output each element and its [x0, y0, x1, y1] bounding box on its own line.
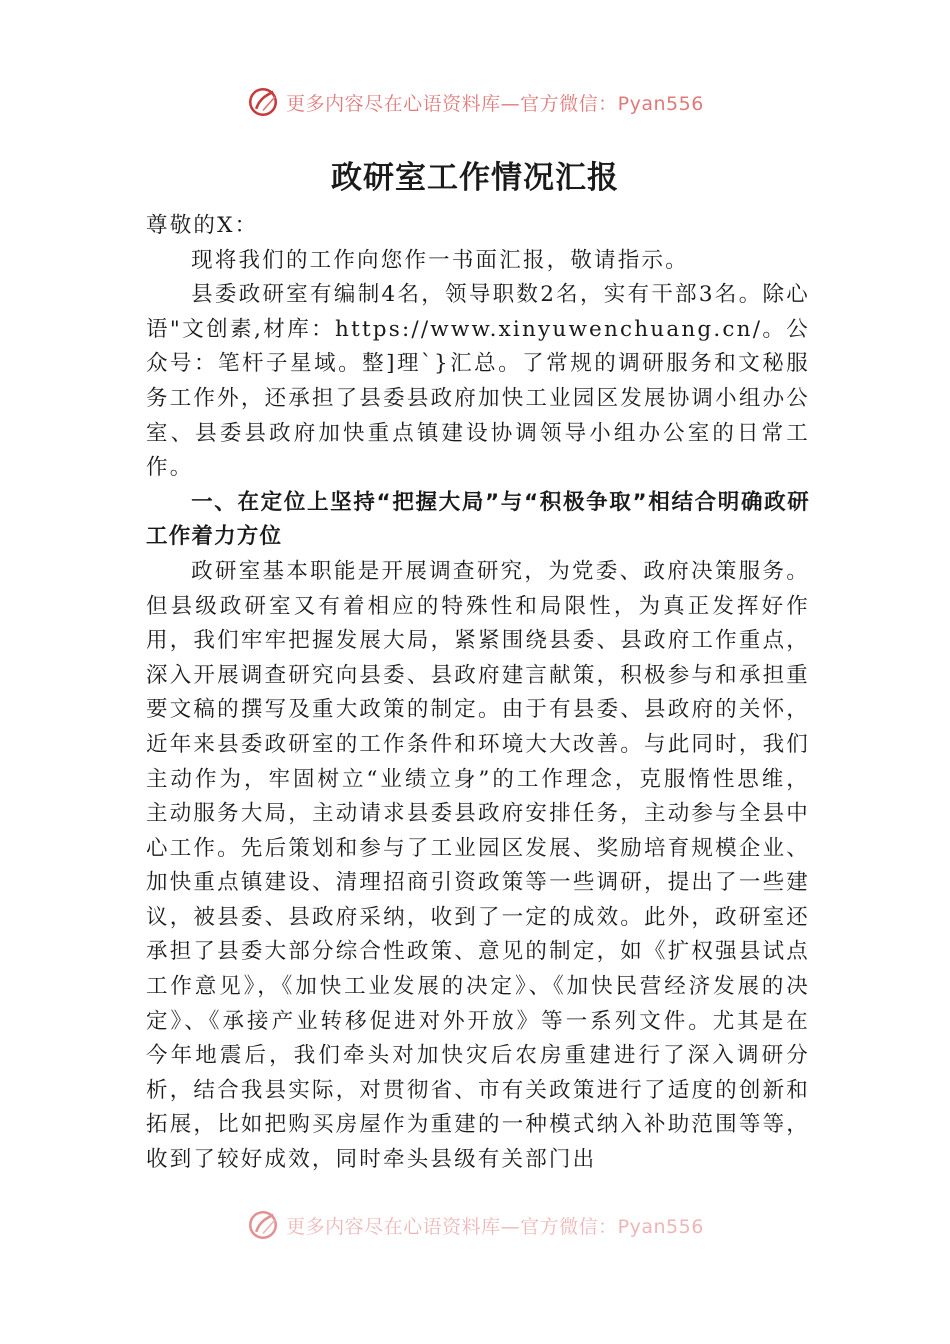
paragraph-1: 现将我们的工作向您作一书面汇报，敬请指示。	[191, 247, 689, 273]
paragraph-3: 政研室基本职能是开展调查研究，为党委、政府决策服务。但县级政研室又有着相应的特殊性和局限性，为真正发挥好作用，我们牢牢把握发展大局，紧紧围绕县委、县政府工作重点，深入开展调查研究向县委、县政府建言献策，积极参与和承担重要文稿的撰写及重大政策的制定。由于有县委、县政府的关怀，近年来县委政研室的工作条件和环境大大改善。与此同时，我们主动作为，牢固树立“业绩立身”的工作理念，克服惰性思维，主动服务大局，主动请求县委县政府安排任务，主动参与全县中心工作。先后策划和参与了工业园区发展、奖励培育规模企业、加快重点镇建设、清理招商引资政策等一些调研，提出了一些建议，被县委、县政府采纳，收到了一定的成效。此外，政研室还承担了县委大部分综合性政策、意见的制定，如《扩权强县试点工作意见》，《加快工业发展的决定》、《加快民营经济发展的决定》、《承接产业转移促进对外开放》等一系列文件。尤其是在今年地震后，我们牵头对加快灾后农房重建进行了深入调研分析，结合我县实际，对贯彻省、市有关政策进行了适度的创新和拓展，比如把购买房屋作为重建的一种模式纳入补助范围等等，收到了较好成效，同时牵头县级有关部门出	[146, 558, 810, 1173]
salutation: 尊敬的X：	[146, 213, 259, 238]
document-body	[146, 209, 810, 1178]
watermark-text: 更多内容尽在心语资料库—官方微信：Pyan556	[286, 92, 704, 115]
document-title: 政研室工作情况汇报	[331, 160, 619, 196]
watermark-text: 更多内容尽在心语资料库—官方微信：Pyan556	[286, 1215, 704, 1238]
watermark-footer	[0, 1208, 950, 1242]
section-heading-1: 一、在定位上坚持“把握大局”与“积极争取”相结合明确政研工作着力方位	[146, 489, 810, 550]
logo-icon	[246, 1208, 280, 1242]
paragraph-2: 县委政研室有编制4名，领导职数2名，实有干部3名。除心语"文创素,材库：https://www.xinyuwenchuang.cn/。公众号：笔杆子星域。整]理`}汇总。了常规的调研服务和文秘服务工作外，还承担了县委县政府加快工业园区发展协调小组办公室、县委县政府加快重点镇建设协调领导小组办公室的日常工作。	[146, 282, 810, 481]
